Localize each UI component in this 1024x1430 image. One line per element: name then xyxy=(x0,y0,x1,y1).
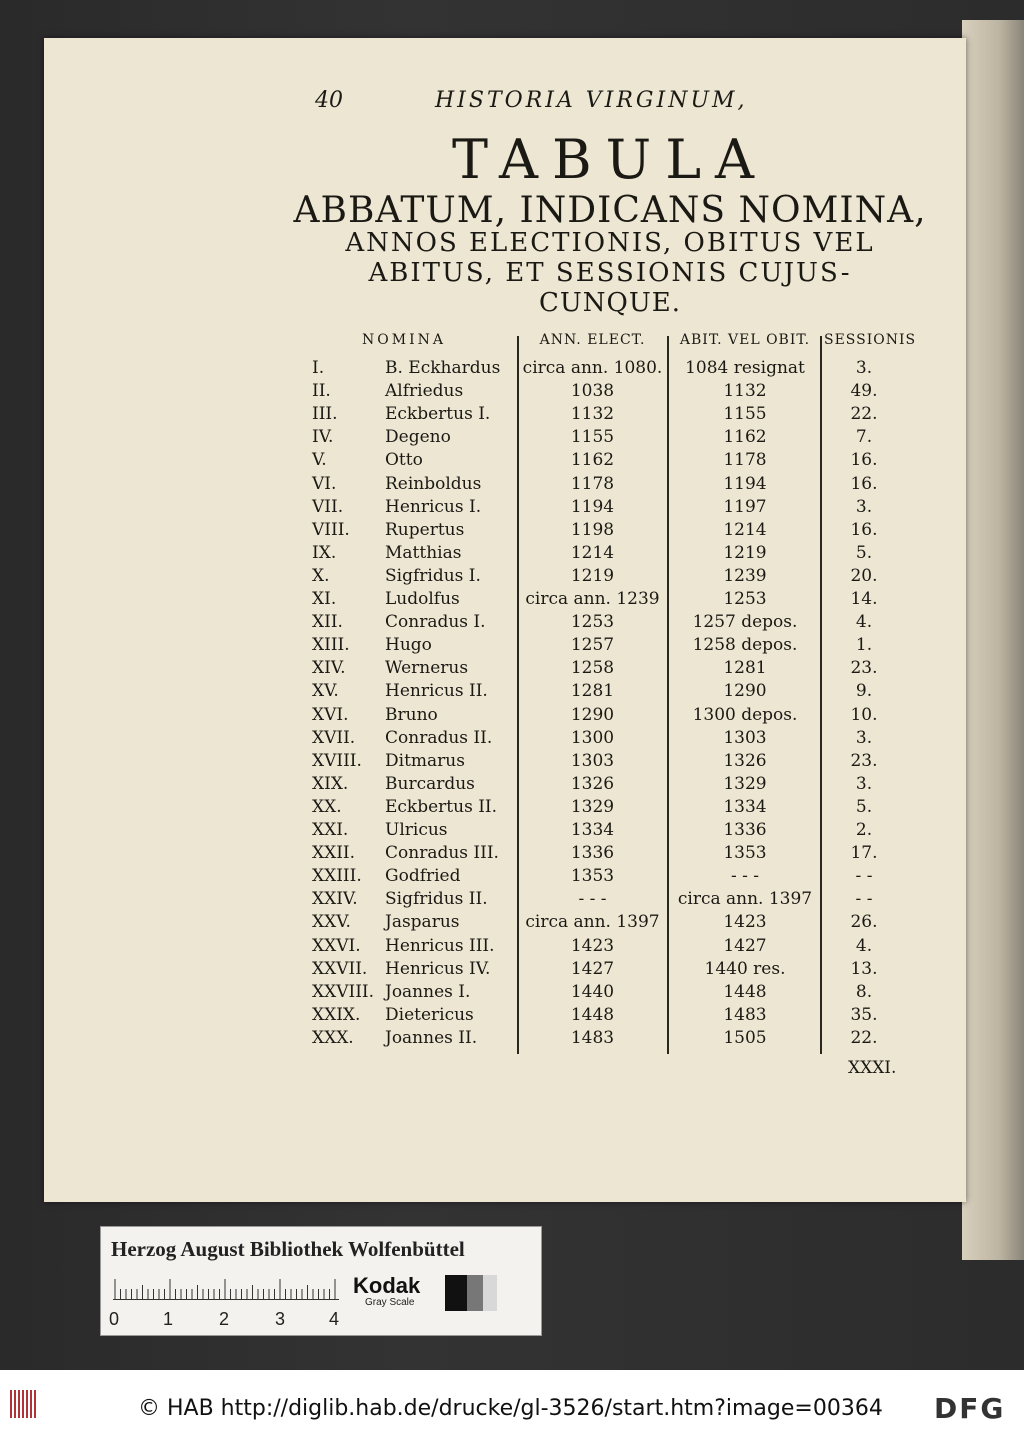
obit-year: 1219 xyxy=(723,542,767,563)
row-number: VII. xyxy=(312,496,344,517)
session-years: 22. xyxy=(850,404,878,425)
table-header-row xyxy=(312,332,917,355)
page-title: TABULA xyxy=(451,128,769,191)
subtitle-line-2: ANNOS ELECTIONIS, OBITUS VEL xyxy=(345,228,875,258)
election-year: 1300 xyxy=(570,727,615,748)
abbot-name: Joannes I. xyxy=(385,981,471,1002)
gray-patch-mid xyxy=(467,1275,483,1311)
abbot-name: Bruno xyxy=(385,704,438,725)
table-row xyxy=(312,566,912,589)
table-row xyxy=(312,381,912,404)
abbot-name: Henricus IV. xyxy=(385,958,491,979)
session-years: 20. xyxy=(850,565,878,586)
ruler-icon xyxy=(113,1277,343,1301)
obit-year: 1084 resignat xyxy=(685,358,805,378)
ruler-number: 3 xyxy=(275,1309,286,1329)
row-number: I. xyxy=(312,358,325,378)
row-number: XVII. xyxy=(312,727,356,748)
abbot-name: Dietericus xyxy=(385,1004,474,1025)
obit-year: 1336 xyxy=(723,820,767,840)
table-row xyxy=(312,866,912,889)
session-years: 3. xyxy=(855,727,873,748)
obit-year: 1334 xyxy=(723,796,767,817)
election-year: 1303 xyxy=(570,750,615,771)
obit-year: 1253 xyxy=(723,589,767,609)
session-years: 49. xyxy=(850,381,878,402)
abbot-name: Burcardus xyxy=(385,773,475,794)
election-year: 1198 xyxy=(570,519,615,540)
obit-year: 1448 xyxy=(723,981,767,1002)
session-years: 9. xyxy=(855,681,873,702)
table-row xyxy=(312,404,912,427)
table-row xyxy=(312,843,912,866)
logo-bar xyxy=(10,1390,12,1418)
obit-year: 1257 depos. xyxy=(692,612,798,633)
election-year: 1326 xyxy=(570,773,615,794)
session-years: - - xyxy=(855,866,873,887)
row-number: XIII. xyxy=(312,635,350,656)
abbot-name: Alfriedus xyxy=(385,381,464,402)
election-year: 1281 xyxy=(570,681,615,702)
session-years: 35. xyxy=(850,1004,878,1025)
obit-year: 1329 xyxy=(723,773,767,794)
abbot-name: Henricus I. xyxy=(385,496,482,517)
row-number: II. xyxy=(312,381,331,402)
table-row xyxy=(312,912,912,935)
session-years: 4. xyxy=(855,612,873,633)
ruler-numbers xyxy=(109,1309,359,1329)
abbot-name: Henricus III. xyxy=(385,935,495,956)
row-number: XXII. xyxy=(312,843,356,864)
election-year: circa ann. 1239 xyxy=(525,589,660,609)
row-number: XX. xyxy=(312,796,342,817)
table-row xyxy=(312,427,912,450)
row-number: XXIV. xyxy=(312,889,358,910)
gray-scale-label: Gray Scale xyxy=(365,1297,415,1308)
obit-year: 1353 xyxy=(723,843,767,864)
obit-year: 1194 xyxy=(723,473,767,494)
row-number: IX. xyxy=(312,542,337,563)
session-years: 10. xyxy=(850,704,878,725)
running-head xyxy=(315,88,785,118)
row-number: XXIII. xyxy=(312,866,362,887)
obit-year: 1281 xyxy=(723,658,767,679)
catchword: XXXI. xyxy=(848,1058,897,1078)
logo-bar xyxy=(26,1390,28,1418)
table-row xyxy=(312,705,912,728)
obit-year: 1214 xyxy=(723,519,767,540)
election-year: 1334 xyxy=(570,820,615,840)
election-year: 1427 xyxy=(570,958,615,979)
table-row xyxy=(312,681,912,704)
abbot-name: Matthias xyxy=(385,542,462,563)
row-number: XXVIII. xyxy=(312,981,375,1002)
header-nomina: NOMINA xyxy=(362,332,446,348)
election-year: 1329 xyxy=(570,796,615,817)
table-row xyxy=(312,358,912,381)
obit-year: 1290 xyxy=(723,681,767,702)
abbot-name: Conradus II. xyxy=(385,727,493,748)
row-number: XVIII. xyxy=(312,750,362,771)
abbot-name: Ludolfus xyxy=(385,589,460,609)
election-year: 1483 xyxy=(570,1027,615,1048)
row-number: XXVI. xyxy=(312,935,361,956)
row-number: VIII. xyxy=(312,519,350,540)
election-year: 1257 xyxy=(570,635,615,656)
election-year: 1448 xyxy=(570,1004,615,1025)
obit-year: circa ann. 1397 xyxy=(677,889,813,910)
abbot-name: Conradus I. xyxy=(385,612,486,633)
session-years: 13. xyxy=(850,958,878,979)
row-number: XXIX. xyxy=(312,1004,361,1025)
table-row xyxy=(312,774,912,797)
row-number: XIX. xyxy=(312,773,349,794)
logo-bar xyxy=(30,1390,32,1418)
row-number: IV. xyxy=(312,427,334,448)
table-row xyxy=(312,497,912,520)
table-row xyxy=(312,797,912,820)
abbot-name: Godfried xyxy=(385,866,461,887)
election-year: 1353 xyxy=(570,866,615,887)
obit-year: - - - xyxy=(730,866,760,887)
ruler-number: 0 xyxy=(109,1309,120,1329)
abbot-name: Degeno xyxy=(385,427,451,448)
obit-year: 1197 xyxy=(723,496,767,517)
session-years: 26. xyxy=(850,912,878,933)
abbot-name: Sigfridus I. xyxy=(385,565,481,586)
abbot-name: Joannes II. xyxy=(385,1027,478,1048)
session-years: 5. xyxy=(855,542,873,563)
session-years: 3. xyxy=(855,773,873,794)
session-years: 3. xyxy=(855,496,873,517)
obit-year: 1300 depos. xyxy=(692,704,798,725)
obit-year: 1239 xyxy=(723,565,767,586)
logo-bar xyxy=(14,1390,16,1418)
table-row xyxy=(312,1028,912,1051)
table-row xyxy=(312,474,912,497)
ruler-number: 2 xyxy=(219,1309,230,1329)
table-row xyxy=(312,959,912,982)
election-year: 1290 xyxy=(570,704,615,725)
abbot-name: Ditmarus xyxy=(385,750,465,771)
election-year: 1253 xyxy=(570,612,615,633)
election-year: circa ann. 1397 xyxy=(525,912,660,933)
table-row xyxy=(312,1005,912,1028)
obit-year: 1427 xyxy=(723,935,767,956)
election-year: 1162 xyxy=(570,450,615,471)
row-number: XVI. xyxy=(312,704,349,725)
abbot-name: B. Eckhardus xyxy=(385,358,501,378)
page-number: 40 xyxy=(315,88,343,113)
ruler-baseline xyxy=(113,1299,339,1300)
hab-logo-icon xyxy=(10,1390,38,1418)
election-year: - - - xyxy=(578,889,607,910)
dfg-logo: DFG xyxy=(934,1392,1006,1425)
kodak-logo: Kodak xyxy=(353,1273,421,1298)
abbot-name: Henricus II. xyxy=(385,681,488,702)
election-year: 1258 xyxy=(570,658,615,679)
row-number: XXVII. xyxy=(312,958,368,979)
row-number: XIV. xyxy=(312,658,346,679)
header-obit: ABIT. VEL OBIT. xyxy=(679,332,811,348)
subtitle-line-4: CUNQUE. xyxy=(538,288,682,318)
session-years: 16. xyxy=(850,473,878,494)
subtitle-line-1: ABBATUM, INDICANS NOMINA, xyxy=(293,190,927,231)
session-years: 3. xyxy=(855,358,873,378)
obit-year: 1162 xyxy=(723,427,767,448)
abbot-name: Eckbertus I. xyxy=(385,404,491,425)
row-number: III. xyxy=(312,404,338,425)
obit-year: 1178 xyxy=(723,450,767,471)
next-page-edge xyxy=(962,20,1024,1260)
abbot-name: Sigfridus II. xyxy=(385,889,488,910)
row-number: V. xyxy=(312,450,327,471)
row-number: XXX. xyxy=(312,1027,354,1048)
table-row xyxy=(312,751,912,774)
table-row xyxy=(312,520,912,543)
table-row xyxy=(312,543,912,566)
ruler-number: 1 xyxy=(163,1309,174,1329)
obit-year: 1423 xyxy=(723,912,767,933)
table-row xyxy=(312,982,912,1005)
abbot-name: Rupertus xyxy=(385,519,465,540)
subtitle-line-3: ABITUS, ET SESSIONIS CUJUS- xyxy=(368,258,852,288)
header-elect: ANN. ELECT. xyxy=(539,332,646,348)
table-row xyxy=(312,658,912,681)
election-year: 1336 xyxy=(570,843,615,864)
election-year: circa ann. 1080. xyxy=(522,358,663,378)
obit-year: 1440 res. xyxy=(704,958,786,979)
running-title: HISTORIA VIRGINUM, xyxy=(435,88,748,113)
election-year: 1440 xyxy=(570,981,615,1002)
session-years: - - xyxy=(855,889,873,910)
table-row xyxy=(312,889,912,912)
row-number: XI. xyxy=(312,589,337,609)
abbot-name: Otto xyxy=(385,450,423,471)
abbot-name: Conradus III. xyxy=(385,843,499,864)
library-label xyxy=(100,1226,542,1336)
election-year: 1132 xyxy=(570,404,615,425)
footer-bar xyxy=(0,1370,1024,1430)
session-years: 14. xyxy=(850,589,878,609)
logo-bar xyxy=(34,1390,36,1418)
obit-year: 1505 xyxy=(723,1027,767,1048)
session-years: 23. xyxy=(850,750,878,771)
session-years: 16. xyxy=(850,450,878,471)
library-name: Herzog August Bibliothek Wolfenbüttel xyxy=(111,1237,465,1261)
table-row xyxy=(312,589,912,612)
election-year: 1214 xyxy=(570,542,615,563)
election-year: 1038 xyxy=(570,381,615,402)
obit-year: 1258 depos. xyxy=(692,635,798,656)
abbot-name: Hugo xyxy=(385,635,432,656)
election-year: 1178 xyxy=(570,473,615,494)
obit-year: 1326 xyxy=(723,750,767,771)
election-year: 1219 xyxy=(570,565,615,586)
abbot-name: Reinboldus xyxy=(385,473,482,494)
logo-bar xyxy=(22,1390,24,1418)
header-sessionis: SESSIONIS xyxy=(824,332,917,348)
gray-patch-light xyxy=(483,1275,497,1311)
table-row xyxy=(312,728,912,751)
obit-year: 1155 xyxy=(723,404,767,425)
obit-year: 1132 xyxy=(723,381,767,402)
abbot-name: Eckbertus II. xyxy=(385,796,498,817)
election-year: 1423 xyxy=(570,935,615,956)
obit-year: 1483 xyxy=(723,1004,767,1025)
election-year: 1194 xyxy=(570,496,615,517)
ruler-number: 4 xyxy=(329,1309,340,1329)
session-years: 7. xyxy=(855,427,873,448)
table-row xyxy=(312,820,912,843)
abbot-name: Jasparus xyxy=(385,912,460,933)
table-row xyxy=(312,450,912,473)
table-row xyxy=(312,612,912,635)
row-number: XII. xyxy=(312,612,343,633)
obit-year: 1303 xyxy=(723,727,767,748)
row-number: X. xyxy=(312,565,330,586)
session-years: 8. xyxy=(855,981,873,1002)
session-years: 16. xyxy=(850,519,878,540)
session-years: 4. xyxy=(855,935,873,956)
row-number: XV. xyxy=(312,681,339,702)
table-row xyxy=(312,936,912,959)
session-years: 1. xyxy=(855,635,873,656)
session-years: 5. xyxy=(855,796,873,817)
session-years: 2. xyxy=(855,820,873,840)
gray-patch-black xyxy=(445,1275,467,1311)
row-number: XXV. xyxy=(312,912,351,933)
row-number: VI. xyxy=(312,473,337,494)
footer-link[interactable]: © HAB http://diglib.hab.de/drucke/gl-3526/start.htm?image=00364 xyxy=(138,1396,883,1421)
abbot-name: Wernerus xyxy=(385,658,469,679)
row-number: XXI. xyxy=(312,820,349,840)
election-year: 1155 xyxy=(570,427,615,448)
session-years: 17. xyxy=(850,843,878,864)
session-years: 23. xyxy=(850,658,878,679)
table-row xyxy=(312,635,912,658)
logo-bar xyxy=(18,1390,20,1418)
session-years: 22. xyxy=(850,1027,878,1048)
abbot-name: Ulricus xyxy=(385,820,448,840)
